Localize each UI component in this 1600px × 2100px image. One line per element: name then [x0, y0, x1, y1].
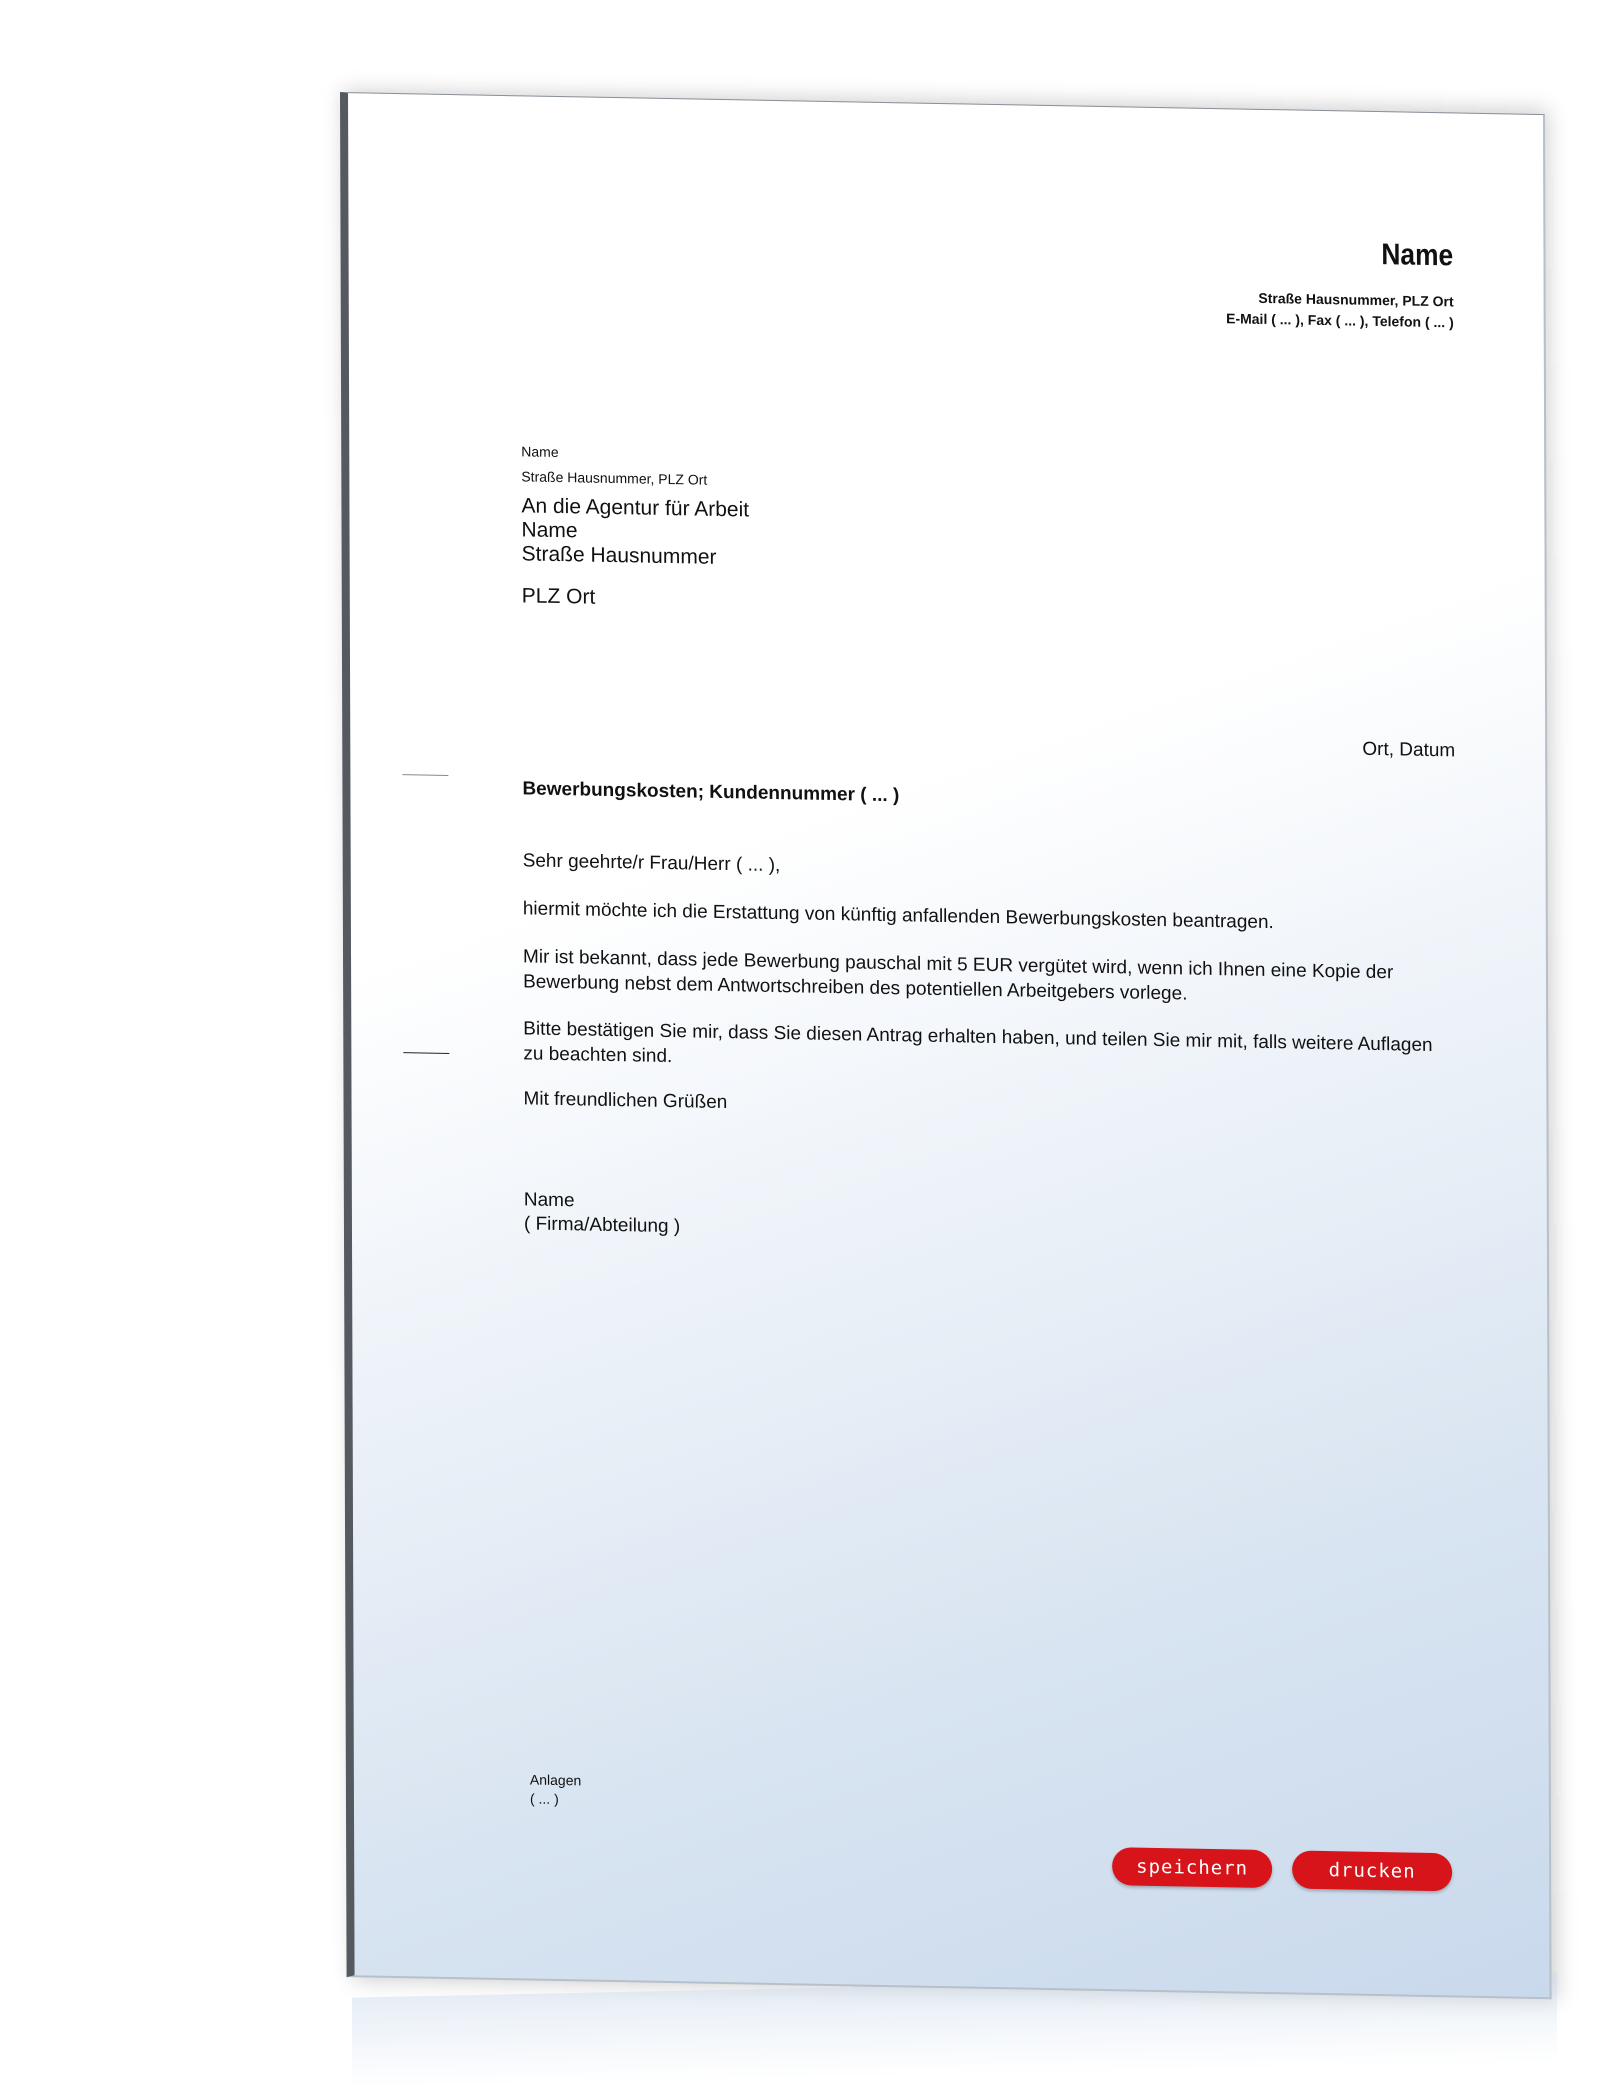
recipient-line3: Straße Hausnummer [521, 542, 717, 569]
save-button[interactable]: speichern [1112, 1847, 1272, 1888]
letterhead-street: Straße Hausnummer, PLZ Ort [1258, 289, 1454, 310]
attachments-label: Anlagen [529, 1771, 582, 1789]
paragraph-2: Mir ist bekannt, dass jede Bewerbung pauschal mit 5 EUR vergütet wird, wenn ich Ihnen eine Kopie der Bewerbung nebst dem Antwortschreiben des potentiellen Arbeitgebers vorlege. [522, 946, 1394, 1005]
recipient-address [521, 494, 749, 570]
return-street: Straße Hausnummer, PLZ Ort [521, 468, 708, 488]
recipient-line2: Name [521, 518, 578, 543]
letter-page [340, 92, 1552, 1999]
signature-block [524, 1188, 1444, 1253]
subject-line: Bewerbungskosten; Kundennummer ( ... ) [522, 778, 900, 807]
salutation: Sehr geehrte/r Frau/Herr ( ... ), [522, 850, 781, 877]
return-address [521, 439, 707, 492]
recipient-city: PLZ Ort [521, 584, 596, 609]
attachments-value: ( ... ) [529, 1790, 559, 1808]
signature-name: Name [523, 1189, 575, 1212]
letterhead-name: Name [1381, 238, 1454, 273]
attachments-block [530, 1770, 582, 1809]
closing: Mit freundlichen Grüßen [523, 1088, 728, 1114]
paragraph-3: Bitte bestätigen Sie mir, dass Sie diesen Antrag erhalten haben, und teilen Sie mir mit, falls weitere Auflagen zu beachten sind. [523, 1018, 1433, 1068]
signature-company: ( Firma/Abteilung ) [523, 1213, 681, 1238]
print-button[interactable]: drucken [1292, 1850, 1452, 1891]
letterhead-contact: E-Mail ( ... ), Fax ( ... ), Telefon ( ... ) [1226, 310, 1454, 331]
recipient-line1: An die Agentur für Arbeit [521, 494, 750, 522]
return-name: Name [521, 443, 559, 461]
fold-mark-middle [403, 1052, 449, 1054]
date-line: Ort, Datum [1362, 738, 1456, 762]
paragraph-1: hiermit möchte ich die Erstattung von künftig anfallenden Bewerbungskosten beantragen. [522, 898, 1274, 934]
fold-mark-top [402, 774, 448, 776]
